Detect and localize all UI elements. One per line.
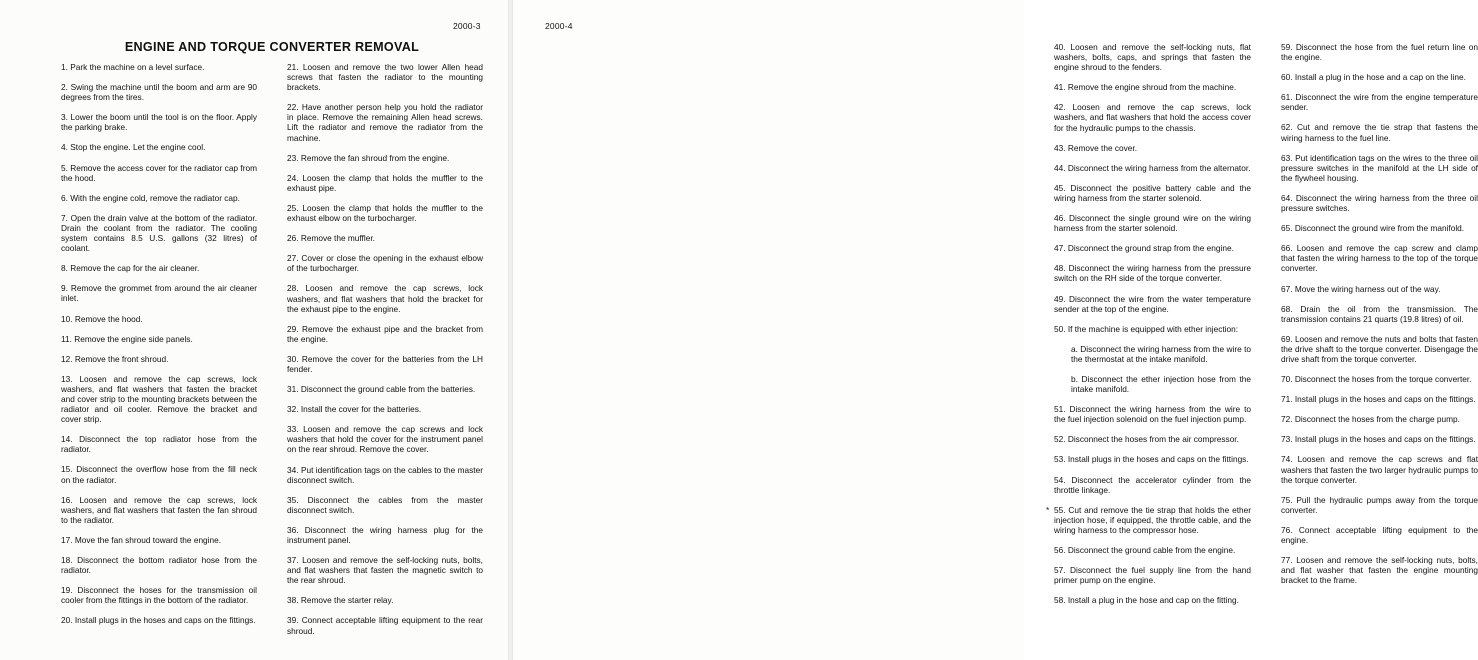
step-69: 69. Loosen and remove the nuts and bolts that fasten the drive shaft to the torque converter. Disengage the drive shaft from the torque converter. bbox=[1281, 333, 1478, 364]
page-title: ENGINE AND TORQUE CONVERTER REMOVAL bbox=[124, 40, 420, 54]
step-61: 61. Disconnect the wire from the engine temperature sender. bbox=[1281, 92, 1478, 113]
step-72: 72. Disconnect the hoses from the charge pump. bbox=[1281, 414, 1460, 425]
step-12: 12. Remove the front shroud. bbox=[61, 353, 169, 364]
step-32: 32. Install the cover for the batteries. bbox=[287, 404, 422, 415]
step-8: 8. Remove the cap for the air cleaner. bbox=[61, 263, 200, 274]
step-57: 57. Disconnect the fuel supply line from the hand primer pump on the engine. bbox=[1054, 565, 1251, 586]
step-62: 62. Cut and remove the tie strap that fastens the wiring harness to the fuel line. bbox=[1281, 122, 1478, 143]
step-column-4 bbox=[1281, 42, 1478, 595]
step-67: 67. Move the wiring harness out of the way. bbox=[1281, 283, 1441, 294]
step-75: 75. Pull the hydraulic pumps away from the torque converter. bbox=[1281, 494, 1478, 515]
step-77: 77. Loosen and remove the self-locking nuts, bolts, and flat washer that fasten the engine mounting bracket to the frame. bbox=[1281, 555, 1478, 586]
margin-mark: * bbox=[1046, 504, 1050, 515]
step-17: 17. Move the fan shroud toward the engine. bbox=[61, 534, 222, 545]
step-33: 33. Loosen and remove the cap screws and lock washers that hold the cover for the instrument panel on the rear shroud. Remove the cover. bbox=[287, 424, 483, 455]
step-15: 15. Disconnect the overflow hose from the fill neck on the radiator. bbox=[61, 464, 257, 485]
step-23: 23. Remove the fan shroud from the engine. bbox=[287, 152, 450, 163]
step-29: 29. Remove the exhaust pipe and the bracket from the engine. bbox=[287, 323, 483, 344]
step-column-3 bbox=[1046, 42, 1251, 615]
page-number-right: 2000-4 bbox=[545, 21, 573, 31]
step-38: 38. Remove the starter relay. bbox=[287, 595, 394, 606]
step-47: 47. Disconnect the ground strap from the engine. bbox=[1054, 243, 1234, 254]
step-49: 49. Disconnect the wire from the water temperature sender at the top of the engine. bbox=[1054, 293, 1251, 314]
step-9: 9. Remove the grommet from around the air cleaner inlet. bbox=[61, 283, 257, 304]
step-46: 46. Disconnect the single ground wire on the wiring harness from the starter solenoid. bbox=[1054, 213, 1251, 234]
step-2: 2. Swing the machine until the boom and arm are 90 degrees from the tires. bbox=[61, 82, 257, 103]
step-1: 1. Park the machine on a level surface. bbox=[61, 62, 205, 72]
step-6: 6. With the engine cold, remove the radiator cap. bbox=[61, 192, 240, 203]
step-16: 16. Loosen and remove the cap screws, lock washers, and flat washers that fasten the fan shroud to the radiator. bbox=[61, 494, 257, 525]
step-66: 66. Loosen and remove the cap screw and clamp that fasten the wiring harness to the top of the torque converter. bbox=[1281, 243, 1478, 274]
step-34: 34. Put identification tags on the cables to the master disconnect switch. bbox=[287, 464, 483, 485]
step-18: 18. Disconnect the bottom radiator hose from the radiator. bbox=[61, 555, 257, 576]
step-44: 44. Disconnect the wiring harness from the alternator. bbox=[1054, 162, 1251, 173]
step-21: 21. Loosen and remove the two lower Allen head screws that fasten the radiator to the mounting brackets. bbox=[287, 62, 483, 93]
page-number-left: 2000-3 bbox=[453, 21, 481, 31]
step-74: 74. Loosen and remove the cap screws and flat washers that fasten the two larger hydraulic pumps to the torque converter. bbox=[1281, 454, 1478, 485]
step-39: 39. Connect acceptable lifting equipment to the rear shroud. bbox=[287, 615, 483, 636]
step-43: 43. Remove the cover. bbox=[1054, 142, 1138, 153]
step-56: 56. Disconnect the ground cable from the engine. bbox=[1054, 545, 1236, 555]
step-50: 50. If the machine is equipped with ether injection: bbox=[1054, 323, 1239, 334]
step-19: 19. Disconnect the hoses for the transmission oil cooler from the fittings in the bottom of the radiator. bbox=[61, 585, 257, 606]
step-13: 13. Loosen and remove the cap screws, lock washers, and flat washers that fasten the bracket and cover strip to the mounting brackets between the radiator and oil cooler. Remove the bracket and cover strip. bbox=[61, 373, 257, 425]
step-22: 22. Have another person help you hold the radiator in place. Remove the remaining Allen head screws. Lift the radiator and remove the radiator from the machine. bbox=[287, 102, 483, 143]
step-27: 27. Cover or close the opening in the exhaust elbow of the turbocharger. bbox=[287, 253, 483, 274]
step-50a: a. Disconnect the wiring harness from the wire to the thermostat at the intake manifold. bbox=[1071, 343, 1251, 364]
step-41: 41. Remove the engine shroud from the machine. bbox=[1054, 82, 1237, 93]
step-5: 5. Remove the access cover for the radiator cap from the hood. bbox=[61, 162, 257, 183]
right-page bbox=[513, 0, 1478, 660]
step-7: 7. Open the drain valve at the bottom of the radiator. Drain the coolant from the radiator. The cooling system contains 8.5 U.S. gallons (32 litres) of coolant. bbox=[61, 212, 257, 254]
step-40: 40. Loosen and remove the self-locking nuts, flat washers, bolts, caps, and springs that fasten the engine shroud to the fenders. bbox=[1054, 42, 1251, 73]
step-53: 53. Install plugs in the hoses and caps on the fittings. bbox=[1054, 454, 1249, 465]
step-48: 48. Disconnect the wiring harness from the pressure switch on the RH side of the torque converter. bbox=[1054, 263, 1251, 284]
step-28: 28. Loosen and remove the cap screws, lock washers, and flat washers that hold the bracket for the exhaust pipe to the engine. bbox=[287, 283, 483, 314]
step-11: 11. Remove the engine side panels. bbox=[61, 333, 193, 344]
step-50b: b. Disconnect the ether injection hose from the intake manifold. bbox=[1071, 373, 1251, 395]
step-20: 20. Install plugs in the hoses and caps on the fittings. bbox=[61, 615, 256, 626]
step-60: 60. Install a plug in the hose and a cap on the line. bbox=[1281, 72, 1466, 83]
step-25: 25. Loosen the clamp that holds the muffler to the exhaust elbow on the turbocharger. bbox=[287, 202, 483, 224]
step-68: 68. Drain the oil from the transmission. The transmission contains 21 quarts (19.8 litres) of oil. bbox=[1281, 303, 1478, 324]
step-4: 4. Stop the engine. Let the engine cool. bbox=[61, 142, 206, 153]
step-42: 42. Loosen and remove the cap screws, lock washers, and flat washers that hold the access cover for the hydraulic pumps to the chassis. bbox=[1054, 102, 1251, 133]
step-71: 71. Install plugs in the hoses and caps on the fittings. bbox=[1281, 394, 1476, 405]
step-36: 36. Disconnect the wiring harness plug for the instrument panel. bbox=[287, 524, 483, 545]
step-76: 76. Connect acceptable lifting equipment to the engine. bbox=[1281, 524, 1478, 545]
step-58: 58. Install a plug in the hose and cap on the fitting. bbox=[1054, 595, 1239, 606]
step-45: 45. Disconnect the positive battery cable and the wiring harness from the starter solenoid. bbox=[1054, 182, 1251, 203]
step-55 bbox=[1046, 504, 1251, 535]
step-31: 31. Disconnect the ground cable from the batteries. bbox=[287, 384, 476, 395]
step-70: 70. Disconnect the hoses from the torque converter. bbox=[1281, 374, 1472, 385]
step-54: 54. Disconnect the accelerator cylinder from the throttle linkage. bbox=[1054, 474, 1251, 495]
step-3: 3. Lower the boom until the tool is on the floor. Apply the parking brake. bbox=[61, 112, 257, 133]
step-65: 65. Disconnect the ground wire from the manifold. bbox=[1281, 223, 1465, 234]
step-64: 64. Disconnect the wiring harness from the three oil pressure switches. bbox=[1281, 192, 1478, 214]
step-14: 14. Disconnect the top radiator hose from the radiator. bbox=[61, 434, 257, 455]
step-52: 52. Disconnect the hoses from the air compressor. bbox=[1054, 434, 1239, 445]
step-63: 63. Put identification tags on the wires to the three oil pressure switches in the manifold at the LH side of the flywheel housing. bbox=[1281, 152, 1478, 183]
step-30: 30. Remove the cover for the batteries from the LH fender. bbox=[287, 353, 483, 374]
step-column-1 bbox=[61, 62, 257, 635]
step-35: 35. Disconnect the cables from the master disconnect switch. bbox=[287, 494, 483, 515]
step-10: 10. Remove the hood. bbox=[61, 313, 143, 324]
step-55-text: 55. Cut and remove the tie strap that holds the ether injection hose, if equipped, the throttle cable, and the wiring harness to the compressor hose. bbox=[1054, 504, 1251, 535]
step-59: 59. Disconnect the hose from the fuel return line on the engine. bbox=[1281, 42, 1478, 63]
step-37: 37. Loosen and remove the self-locking nuts, bolts, and flat washers that fasten the magnetic switch to the rear shroud. bbox=[287, 555, 483, 586]
step-73: 73. Install plugs in the hoses and caps on the fittings. bbox=[1281, 434, 1476, 445]
step-26: 26. Remove the muffler. bbox=[287, 233, 375, 244]
step-24: 24. Loosen the clamp that holds the muffler to the exhaust pipe. bbox=[287, 172, 483, 193]
left-page bbox=[0, 0, 508, 660]
step-column-2 bbox=[287, 62, 483, 646]
step-51: 51. Disconnect the wiring harness from the wire to the fuel injection solenoid on the fuel injection pump. bbox=[1054, 404, 1251, 425]
